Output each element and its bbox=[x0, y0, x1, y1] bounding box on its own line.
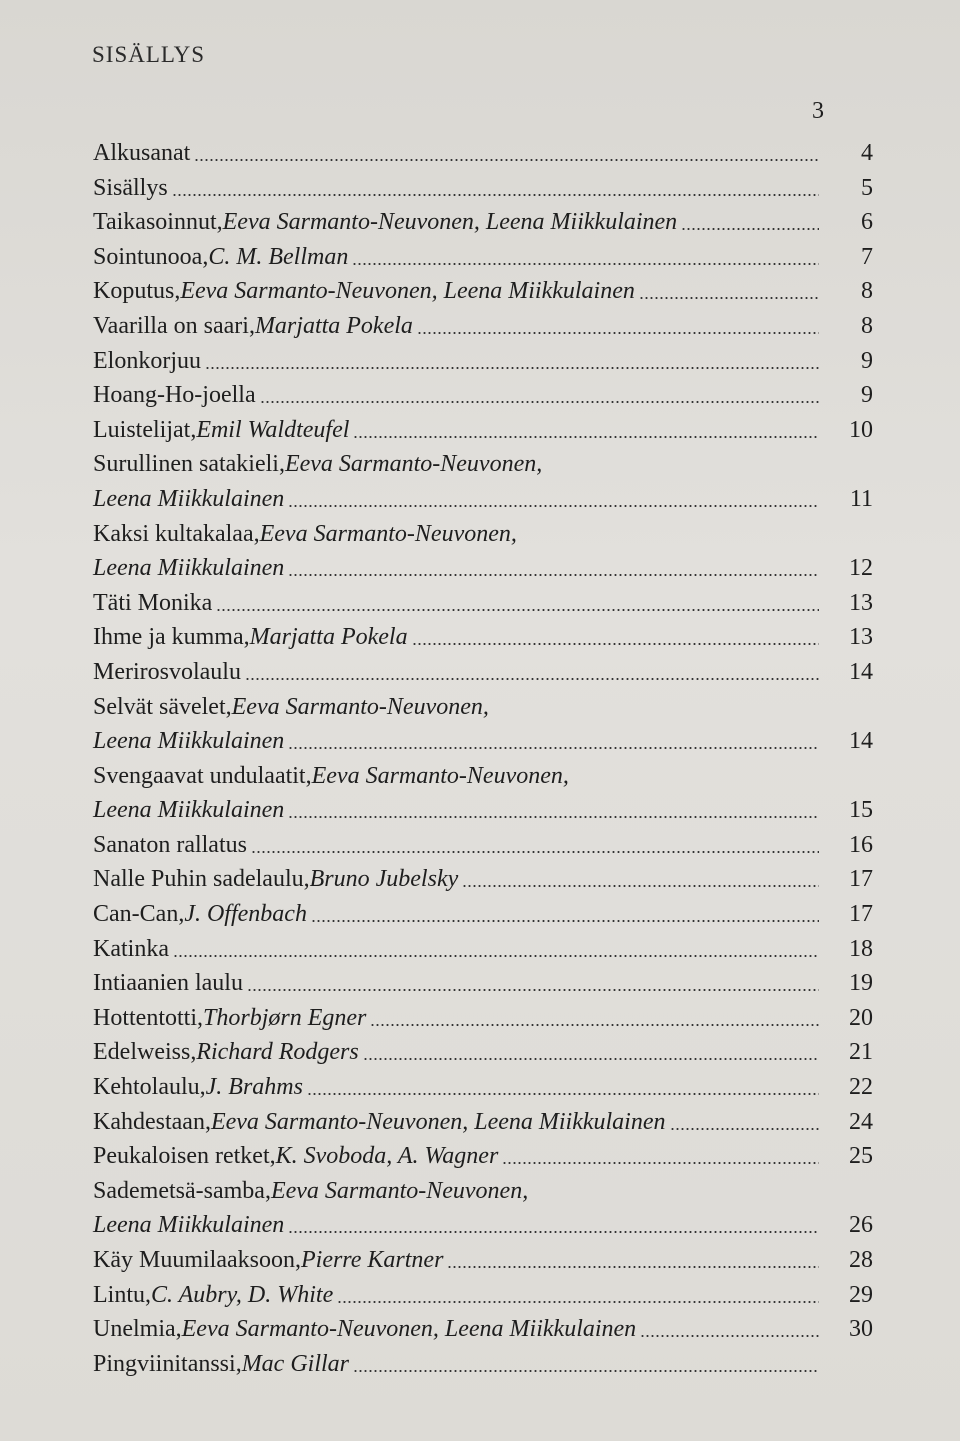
toc-entry bbox=[93, 413, 873, 448]
toc-entry-line bbox=[93, 136, 873, 171]
leader-dots bbox=[502, 1141, 819, 1165]
toc-entry-line bbox=[93, 828, 873, 863]
toc-entry-title: Hottentotti bbox=[93, 1004, 197, 1031]
leader-dots bbox=[288, 484, 819, 508]
toc-entry-author: C. Aubry, D. White bbox=[151, 1281, 334, 1308]
toc-entry-title: Ihme ja kumma bbox=[93, 624, 244, 651]
toc-entry-line bbox=[93, 517, 873, 552]
toc-entry bbox=[93, 966, 873, 1001]
toc-entry-line bbox=[93, 862, 873, 897]
leader-dots bbox=[670, 1107, 820, 1131]
leader-dots bbox=[307, 1072, 819, 1096]
toc-entry-separator: , bbox=[253, 520, 260, 547]
toc-entry-page-number: 25 bbox=[849, 1143, 873, 1170]
toc-entry-author: Emil Waldteufel bbox=[196, 416, 350, 443]
toc-entry-separator: , bbox=[243, 624, 250, 651]
toc-entry-line bbox=[93, 1278, 873, 1313]
toc-entry-line bbox=[93, 240, 873, 275]
toc-entry-page-number: 10 bbox=[849, 416, 873, 443]
toc-entry-author: Eeva Sarmanto-Neuvonen, bbox=[259, 520, 517, 547]
toc-entry-line bbox=[93, 378, 873, 413]
toc-entry-line bbox=[93, 759, 873, 794]
leader-dots bbox=[640, 1314, 819, 1338]
toc-entry-author: J. Offenbach bbox=[184, 901, 307, 928]
toc-entry-separator: , bbox=[278, 451, 285, 478]
toc-entry-title: Lintu bbox=[93, 1281, 145, 1308]
page-heading: SISÄLLYS bbox=[92, 42, 206, 67]
toc-entry bbox=[93, 1312, 873, 1347]
toc-entry-page-number: 18 bbox=[849, 935, 873, 962]
leader-dots bbox=[194, 138, 819, 162]
toc-entry-page-number: 15 bbox=[849, 797, 873, 824]
toc-entry bbox=[93, 1105, 873, 1140]
toc-entry-separator: , bbox=[145, 1281, 151, 1308]
toc-entry-line bbox=[93, 447, 873, 482]
toc-entry-line bbox=[93, 413, 873, 448]
toc-entry-line bbox=[93, 205, 873, 240]
toc-entry-page-number: 19 bbox=[849, 970, 873, 997]
toc-entry-separator: , bbox=[248, 312, 255, 339]
toc-entry bbox=[93, 862, 873, 897]
toc-entry-separator: , bbox=[235, 1350, 242, 1377]
toc-entry-page-number: 9 bbox=[861, 347, 873, 374]
toc-entry-line bbox=[93, 793, 873, 828]
leader-dots bbox=[288, 726, 819, 750]
toc-entry-author: Pierre Kartner bbox=[300, 1247, 444, 1273]
toc-entry-author: Eeva Sarmanto-Neuvonen, bbox=[270, 1177, 529, 1204]
toc-entry-author-continued: Leena Miikkulainen bbox=[93, 485, 285, 512]
toc-entry-line bbox=[93, 551, 873, 586]
toc-entry-page-number: 6 bbox=[861, 209, 873, 236]
toc-entry-page-number: 14 bbox=[849, 658, 873, 685]
toc-entry bbox=[93, 586, 873, 621]
toc-entry-title: Sanaton rallatus bbox=[93, 831, 247, 858]
toc-entry-title: Kaksi kultakalaa bbox=[93, 520, 254, 547]
toc-entry-page-number: 28 bbox=[849, 1247, 873, 1273]
leader-dots bbox=[173, 934, 819, 958]
toc-entry-title: Luistelijat bbox=[93, 416, 191, 443]
toc-entry-title: Sisällys bbox=[93, 174, 168, 201]
toc-entry-title: Edelweiss bbox=[93, 1039, 191, 1066]
toc-entry-title: Käy Muumilaaksoon bbox=[93, 1247, 295, 1273]
toc-entry-line bbox=[93, 171, 873, 206]
toc-entry-author: Eeva Sarmanto-Neuvonen, Leena Miikkulainen bbox=[180, 278, 635, 305]
toc-entry-title: Taikasoinnut bbox=[93, 209, 217, 236]
toc-entry-separator: , bbox=[305, 762, 312, 789]
toc-entry-author: C. M. Bellman bbox=[208, 243, 349, 270]
toc-entry-title: Sademetsä-samba bbox=[93, 1177, 265, 1204]
toc-entry-author: Mac Gillar bbox=[241, 1350, 350, 1377]
toc-entry-separator: , bbox=[199, 1074, 206, 1101]
toc-entry-separator: , bbox=[269, 1143, 276, 1170]
toc-entry-author: Eeva Sarmanto-Neuvonen, bbox=[284, 451, 543, 478]
toc-entry-line bbox=[93, 897, 873, 932]
toc-entry-line bbox=[93, 309, 873, 344]
toc-entry-line bbox=[93, 1312, 873, 1347]
leader-dots bbox=[353, 415, 819, 439]
leader-dots bbox=[352, 242, 819, 266]
toc-entry-separator: , bbox=[175, 1316, 182, 1343]
toc-entry-page-number: 16 bbox=[849, 831, 873, 858]
toc-entry-author: Eeva Sarmanto-Neuvonen, Leena Miikkulainen bbox=[181, 1316, 637, 1343]
toc-entry-separator: , bbox=[303, 866, 310, 893]
toc-entry bbox=[93, 1001, 873, 1036]
toc-entry-page-number: 11 bbox=[849, 485, 873, 512]
toc-entry bbox=[93, 274, 873, 309]
toc-entry-separator: , bbox=[225, 693, 232, 720]
leader-dots bbox=[417, 311, 819, 335]
toc-entry-separator: , bbox=[190, 1039, 197, 1066]
toc-entry-page-number: 20 bbox=[849, 1004, 873, 1031]
toc-entry-author: Marjatta Pokela bbox=[249, 624, 408, 651]
toc-entry-title: Intiaanien laulu bbox=[93, 970, 243, 997]
table-of-contents bbox=[93, 136, 873, 1381]
leader-dots bbox=[205, 346, 819, 370]
toc-entry-page-number: 24 bbox=[849, 1108, 873, 1135]
toc-entry-title: Unelmia bbox=[93, 1316, 176, 1343]
toc-entry bbox=[93, 1278, 873, 1313]
toc-entry-title: Surullinen satakieli bbox=[93, 451, 279, 478]
leader-dots bbox=[216, 588, 819, 612]
toc-entry-page-number: 22 bbox=[849, 1074, 873, 1101]
toc-entry-line bbox=[93, 690, 873, 725]
leader-dots bbox=[288, 795, 819, 819]
leader-dots bbox=[260, 380, 819, 404]
toc-entry-separator: , bbox=[190, 416, 197, 443]
leader-dots bbox=[370, 1003, 819, 1027]
toc-entry-page-number: 8 bbox=[861, 312, 873, 339]
toc-entry bbox=[93, 932, 873, 967]
leader-dots bbox=[363, 1037, 819, 1061]
toc-entry-line bbox=[93, 1174, 873, 1209]
leader-dots bbox=[353, 1349, 819, 1373]
toc-entry-title: Kahdestaan bbox=[93, 1108, 205, 1135]
toc-entry bbox=[93, 1347, 873, 1382]
toc-entry-title: Peukaloisen retket bbox=[93, 1143, 270, 1170]
leader-dots bbox=[288, 1210, 819, 1234]
leader-dots bbox=[251, 830, 819, 854]
toc-entry-line bbox=[93, 1347, 873, 1382]
leader-dots bbox=[447, 1245, 819, 1269]
toc-entry-title: Katinka bbox=[93, 935, 169, 962]
toc-entry-title: Täti Monika bbox=[93, 589, 213, 616]
toc-entry bbox=[93, 136, 873, 171]
toc-entry-line bbox=[93, 1139, 873, 1174]
toc-entry-author: Marjatta Pokela bbox=[254, 312, 413, 339]
leader-dots bbox=[247, 968, 819, 992]
toc-entry-line bbox=[93, 1105, 873, 1140]
toc-entry-author: Richard Rodgers bbox=[196, 1039, 359, 1066]
toc-entry-author: Thorbjørn Egner bbox=[203, 1004, 367, 1031]
toc-entry-page-number: 7 bbox=[861, 243, 873, 270]
toc-entry-title: Pingviinitanssi bbox=[93, 1350, 236, 1377]
toc-entry bbox=[93, 897, 873, 932]
toc-entry-author: Eeva Sarmanto-Neuvonen, bbox=[231, 693, 489, 720]
toc-entry-author-continued: Leena Miikkulainen bbox=[93, 555, 285, 582]
toc-entry-title: Merirosvolaulu bbox=[93, 658, 241, 685]
toc-entry-author-continued: Leena Miikkulainen bbox=[93, 728, 285, 755]
toc-entry-separator: , bbox=[264, 1177, 271, 1204]
toc-entry bbox=[93, 344, 873, 379]
toc-entry-page-number: 14 bbox=[849, 728, 873, 755]
toc-entry-line bbox=[93, 932, 873, 967]
toc-entry bbox=[93, 205, 873, 240]
toc-entry-author-continued: Leena Miikkulainen bbox=[93, 1212, 285, 1239]
toc-entry-page-number: 29 bbox=[849, 1281, 873, 1308]
toc-entry-title: Selvät sävelet bbox=[93, 693, 226, 720]
toc-entry-title: Kehtolaulu bbox=[93, 1074, 200, 1101]
toc-entry bbox=[93, 240, 873, 275]
toc-entry bbox=[93, 447, 873, 516]
toc-entry-page-number: 30 bbox=[849, 1316, 873, 1343]
toc-entry-author: Bruno Jubelsky bbox=[309, 866, 459, 893]
leader-dots bbox=[412, 622, 819, 646]
toc-entry-page-number: 26 bbox=[849, 1212, 873, 1239]
toc-entry-author-continued: Leena Miikkulainen bbox=[93, 797, 285, 824]
toc-entry bbox=[93, 1243, 873, 1278]
toc-entry-page-number: 9 bbox=[861, 382, 873, 409]
toc-entry-title: Alkusanat bbox=[93, 140, 191, 166]
toc-entry-title: Svengaavat undulaatit bbox=[93, 762, 306, 789]
toc-entry bbox=[93, 171, 873, 206]
toc-entry bbox=[93, 620, 873, 655]
lone-page-number: 3 bbox=[812, 98, 824, 124]
toc-entry-title: Koputus bbox=[93, 278, 175, 305]
leader-dots bbox=[245, 657, 819, 681]
leader-dots bbox=[311, 899, 819, 923]
toc-entry-author: Eeva Sarmanto-Neuvonen, Leena Miikkulainen bbox=[210, 1108, 666, 1135]
toc-entry-line bbox=[93, 274, 873, 309]
toc-entry-author: Eeva Sarmanto-Neuvonen, Leena Miikkulainen bbox=[222, 209, 678, 236]
toc-entry bbox=[93, 517, 873, 586]
toc-entry bbox=[93, 1174, 873, 1243]
toc-entry-line bbox=[93, 344, 873, 379]
toc-entry-page-number: 5 bbox=[861, 174, 873, 201]
toc-entry bbox=[93, 1070, 873, 1105]
toc-entry-title: Nalle Puhin sadelaulu bbox=[93, 866, 304, 893]
toc-entry-title: Vaarilla on saari bbox=[93, 312, 249, 339]
toc-entry-title: Sointunooa bbox=[93, 243, 203, 270]
toc-entry-line bbox=[93, 1035, 873, 1070]
toc-entry-line bbox=[93, 482, 873, 517]
toc-entry bbox=[93, 655, 873, 690]
toc-entry-line bbox=[93, 966, 873, 1001]
toc-entry bbox=[93, 828, 873, 863]
toc-entry-separator: , bbox=[197, 1004, 203, 1031]
leader-dots bbox=[172, 173, 819, 197]
toc-entry-author: Eeva Sarmanto-Neuvonen, bbox=[311, 762, 569, 789]
toc-entry-line bbox=[93, 1070, 873, 1105]
leader-dots bbox=[288, 553, 819, 577]
toc-entry-page-number: 17 bbox=[849, 901, 873, 928]
toc-entry bbox=[93, 378, 873, 413]
toc-entry-separator: , bbox=[204, 1108, 211, 1135]
leader-dots bbox=[639, 276, 819, 300]
toc-entry-page-number: 12 bbox=[849, 555, 873, 582]
leader-dots bbox=[337, 1280, 819, 1304]
toc-entry bbox=[93, 759, 873, 828]
toc-entry-separator: , bbox=[294, 1247, 301, 1273]
toc-entry-page-number: 21 bbox=[849, 1039, 873, 1066]
toc-entry-page-number: 8 bbox=[861, 278, 873, 305]
toc-entry-page-number: 13 bbox=[849, 589, 873, 616]
toc-entry-line bbox=[93, 724, 873, 759]
toc-entry-line bbox=[93, 655, 873, 690]
toc-entry-line bbox=[93, 586, 873, 621]
toc-entry-page-number: 17 bbox=[849, 866, 873, 893]
toc-entry-separator: , bbox=[216, 209, 223, 236]
toc-entry-line bbox=[93, 1208, 873, 1243]
toc-entry-line bbox=[93, 620, 873, 655]
toc-entry-page-number: 4 bbox=[861, 140, 873, 166]
toc-entry-title: Hoang-Ho-joella bbox=[93, 382, 256, 409]
toc-entry bbox=[93, 1139, 873, 1174]
toc-entry bbox=[93, 309, 873, 344]
toc-entry-author: K. Svoboda, A. Wagner bbox=[275, 1143, 499, 1170]
toc-entry-line bbox=[93, 1001, 873, 1036]
toc-entry bbox=[93, 690, 873, 759]
toc-entry-title: Elonkorjuu bbox=[93, 347, 201, 374]
leader-dots bbox=[462, 864, 819, 888]
toc-entry-page-number: 13 bbox=[849, 624, 873, 651]
toc-entry bbox=[93, 1035, 873, 1070]
toc-entry-line bbox=[93, 1243, 873, 1278]
toc-entry-title: Can-Can bbox=[93, 901, 179, 928]
toc-entry-author: J. Brahms bbox=[205, 1074, 303, 1101]
toc-entry-separator: , bbox=[202, 243, 209, 270]
leader-dots bbox=[681, 207, 819, 231]
toc-entry-separator: , bbox=[178, 901, 185, 928]
toc-entry-separator: , bbox=[174, 278, 181, 305]
